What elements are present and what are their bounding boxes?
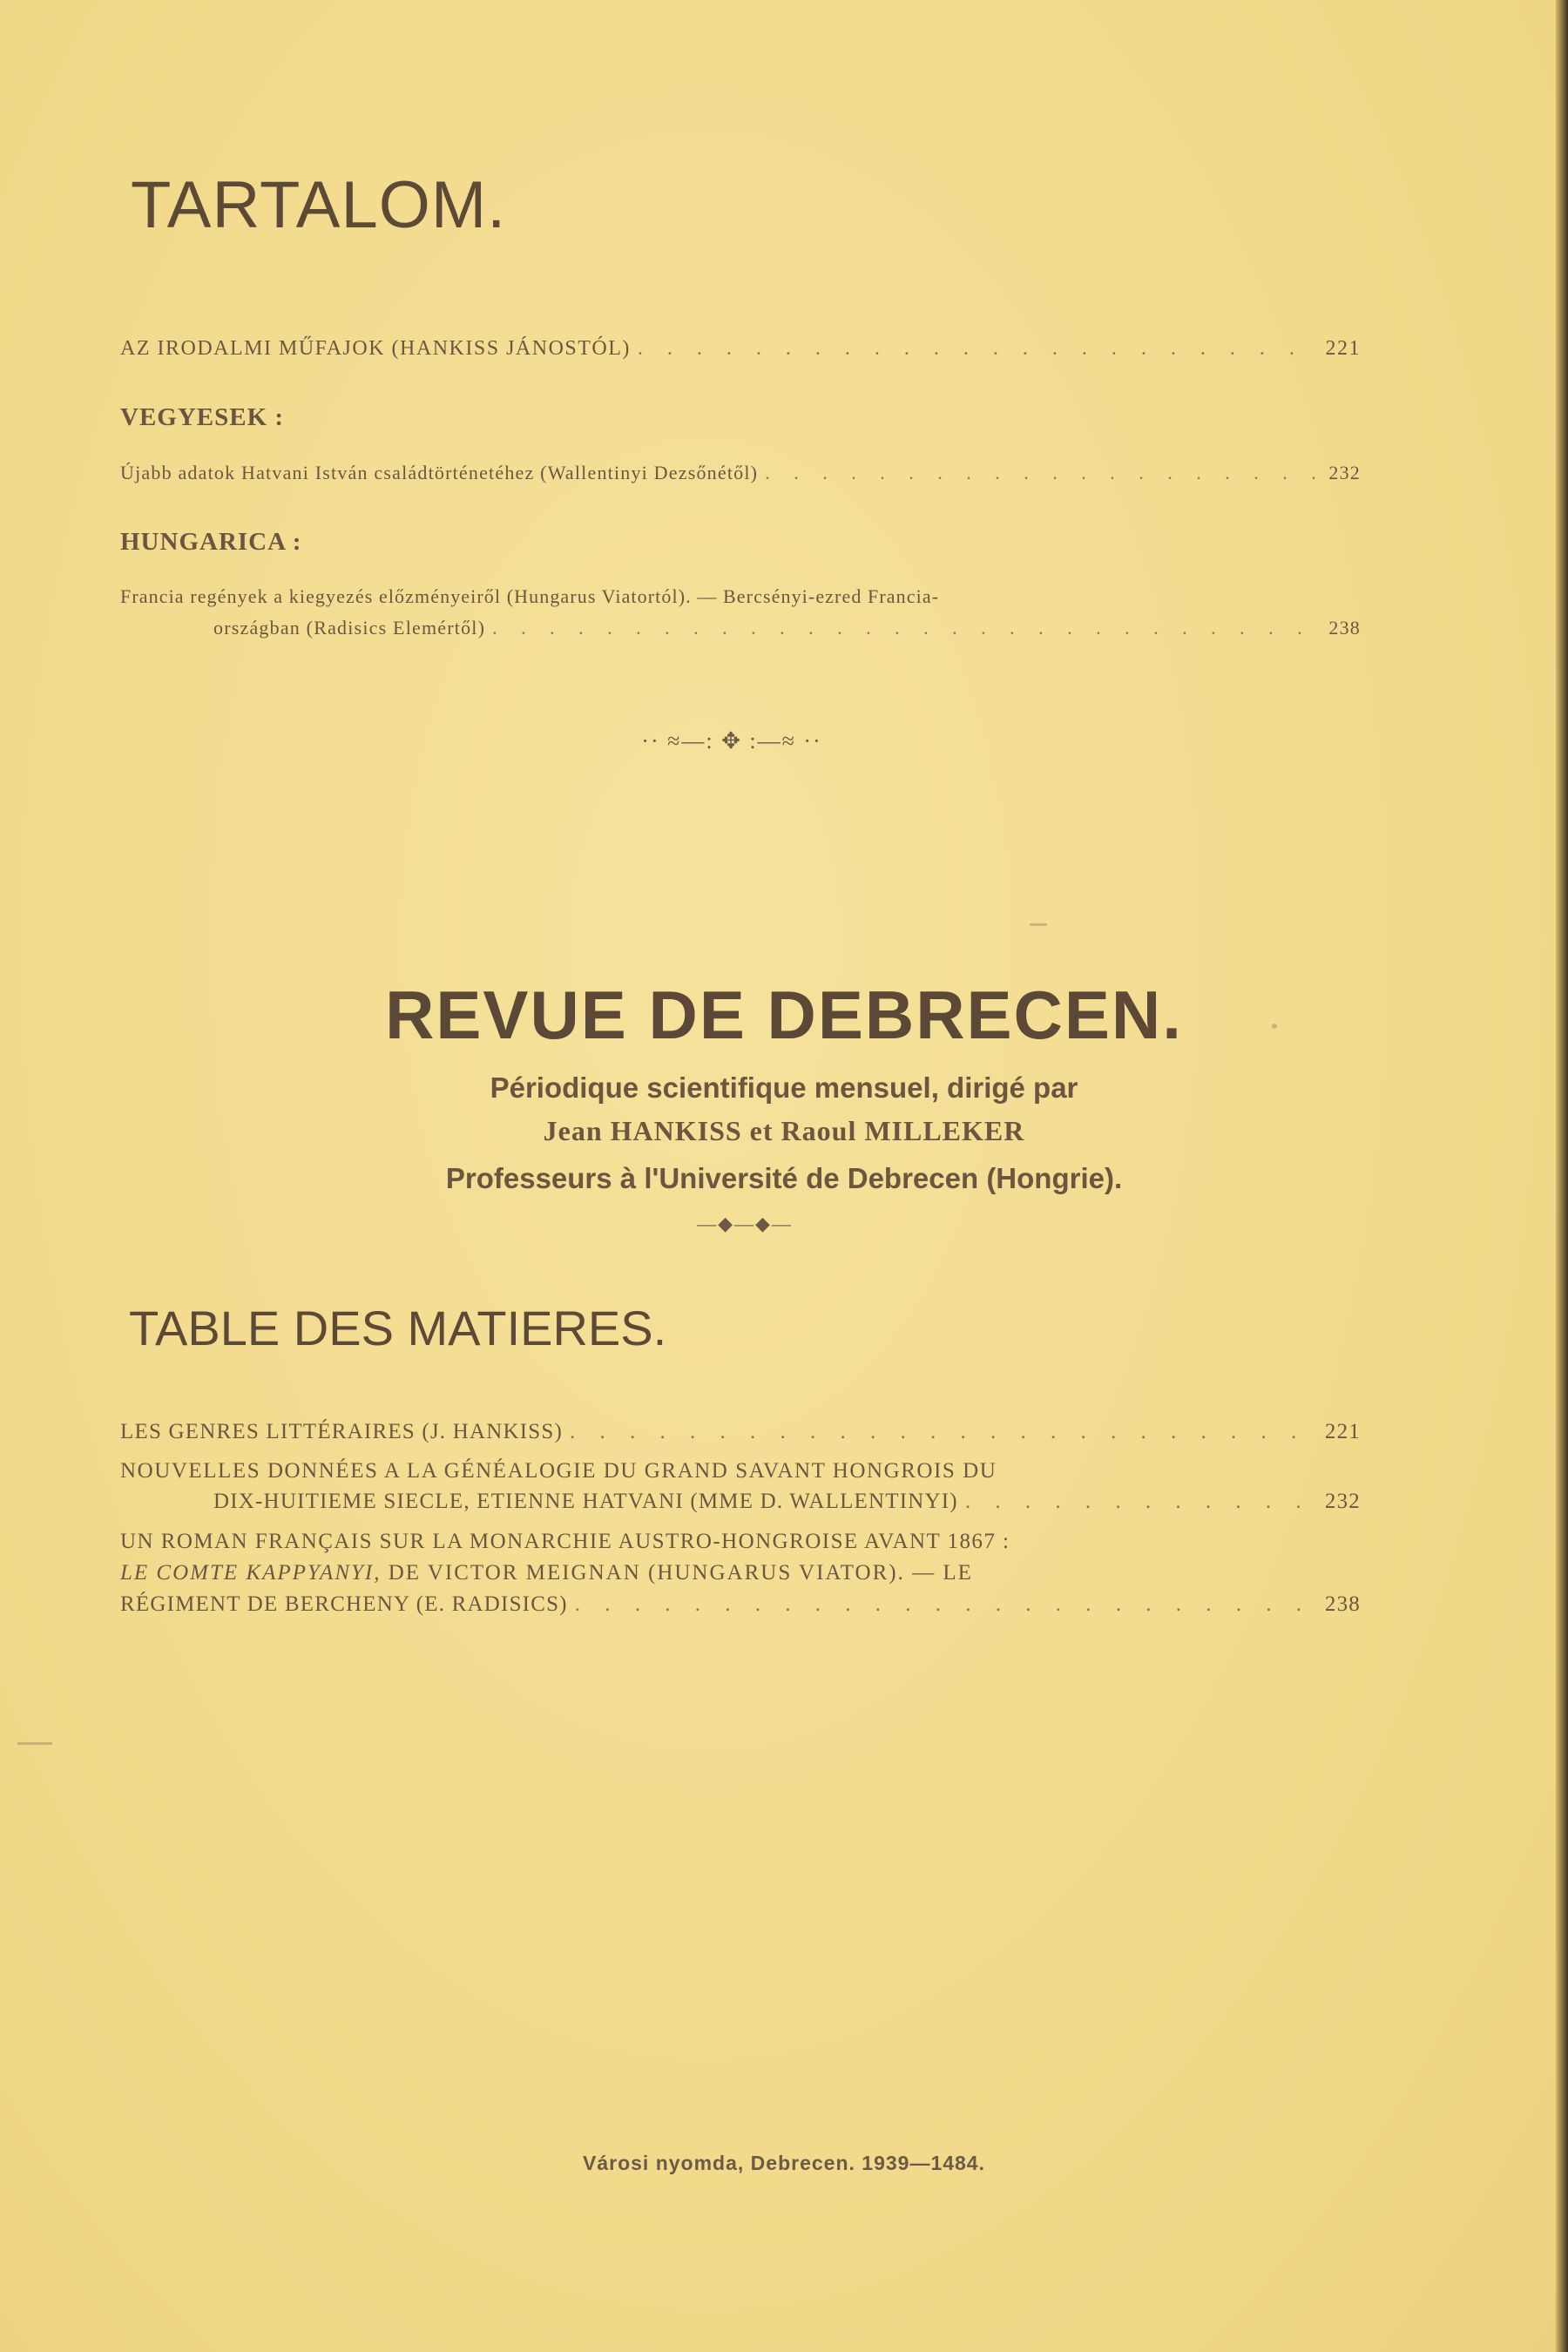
section-heading-hungarica: HUNGARICA : bbox=[120, 528, 302, 556]
leader-dots bbox=[638, 337, 1319, 361]
small-ornament-icon: —◆—◆— bbox=[697, 1213, 793, 1234]
toc-entry-francia-regenyek-line2 bbox=[213, 617, 1361, 639]
leader-dots bbox=[570, 1420, 1318, 1444]
toc-entry-francia-regenyek-line1: Francia regények a kiegyezés előzményeiről (Hungarus Viatortól). — Bercsényi-ezred Francia- bbox=[120, 585, 940, 607]
toc-entry-un-roman-line2 bbox=[120, 1561, 973, 1585]
book-title-italic: LE COMTE KAPPYANYI, bbox=[120, 1561, 382, 1585]
toc-page-number: 221 bbox=[1325, 337, 1361, 360]
toc-page-number: 238 bbox=[1324, 1592, 1361, 1616]
paper-speck bbox=[1272, 1024, 1277, 1029]
toc-entry-nouvelles-donnees-line2 bbox=[213, 1490, 1361, 1514]
toc-entry-un-roman-line1: UN ROMAN FRANÇAIS SUR LA MONARCHIE AUSTRO-HONGROISE AVANT 1867 : bbox=[120, 1530, 1010, 1553]
toc-page-number: 232 bbox=[1324, 1490, 1361, 1513]
printer-footer: Városi nyomda, Debrecen. 1939—1484. bbox=[583, 2152, 985, 2174]
leader-dots bbox=[492, 617, 1321, 639]
revue-subtitle: Périodique scientifique mensuel, dirigé par bbox=[490, 1071, 1078, 1104]
toc-entry-genres-litteraires bbox=[120, 1420, 1361, 1444]
toc-entry-text: DIX-HUITIEME SIECLE, ETIENNE HATVANI (MME D. WALLENTINYI) bbox=[213, 1490, 958, 1513]
toc-page-number: 232 bbox=[1328, 462, 1361, 483]
toc-entry-text: AZ IRODALMI MŰFAJOK (HANKISS JÁNOSTÓL) bbox=[120, 337, 631, 360]
toc-entry-un-roman-line3 bbox=[120, 1592, 1361, 1617]
leader-dots bbox=[575, 1592, 1318, 1617]
toc-page-number: 238 bbox=[1328, 617, 1361, 639]
toc-entry-hatvani bbox=[120, 462, 1361, 484]
title-tartalom: TARTALOM. bbox=[131, 168, 507, 242]
toc-entry-text: LES GENRES LITTÉRAIRES (J. HANKISS) bbox=[120, 1420, 563, 1443]
title-table-des-matieres: TABLE DES MATIERES. bbox=[129, 1301, 667, 1355]
ornament-divider-icon: ·· ≈—: ✥ :—≈ ·· bbox=[641, 728, 822, 754]
toc-page-number: 221 bbox=[1324, 1420, 1361, 1443]
revue-affiliation: Professeurs à l'Université de Debrecen (Hongrie). bbox=[445, 1162, 1123, 1194]
section-heading-vegyesek: VEGYESEK : bbox=[120, 403, 285, 431]
toc-entry-nouvelles-donnees-line1: NOUVELLES DONNÉES A LA GÉNÉALOGIE DU GRAND SAVANT HONGROIS DU bbox=[120, 1459, 997, 1483]
leader-dots bbox=[965, 1490, 1318, 1514]
paper-speck bbox=[1030, 923, 1047, 926]
toc-entry-text: RÉGIMENT DE BERCHENY (E. RADISICS) bbox=[120, 1592, 568, 1616]
toc-entry-irodalmi-mufajok bbox=[120, 337, 1361, 361]
revue-title: REVUE DE DEBRECEN. bbox=[385, 977, 1183, 1053]
toc-entry-text: országban (Radisics Elemértől) bbox=[213, 617, 486, 639]
paper-speck bbox=[17, 1742, 52, 1745]
toc-entry-text: DE VICTOR MEIGNAN (HUNGARUS VIATOR). — LE bbox=[388, 1561, 973, 1585]
toc-entry-text: Újabb adatok Hatvani István családtörténetéhez (Wallentinyi Dezsőnétől) bbox=[120, 462, 759, 483]
leader-dots bbox=[765, 462, 1321, 484]
revue-editors: Jean HANKISS et Raoul MILLEKER bbox=[543, 1115, 1025, 1146]
